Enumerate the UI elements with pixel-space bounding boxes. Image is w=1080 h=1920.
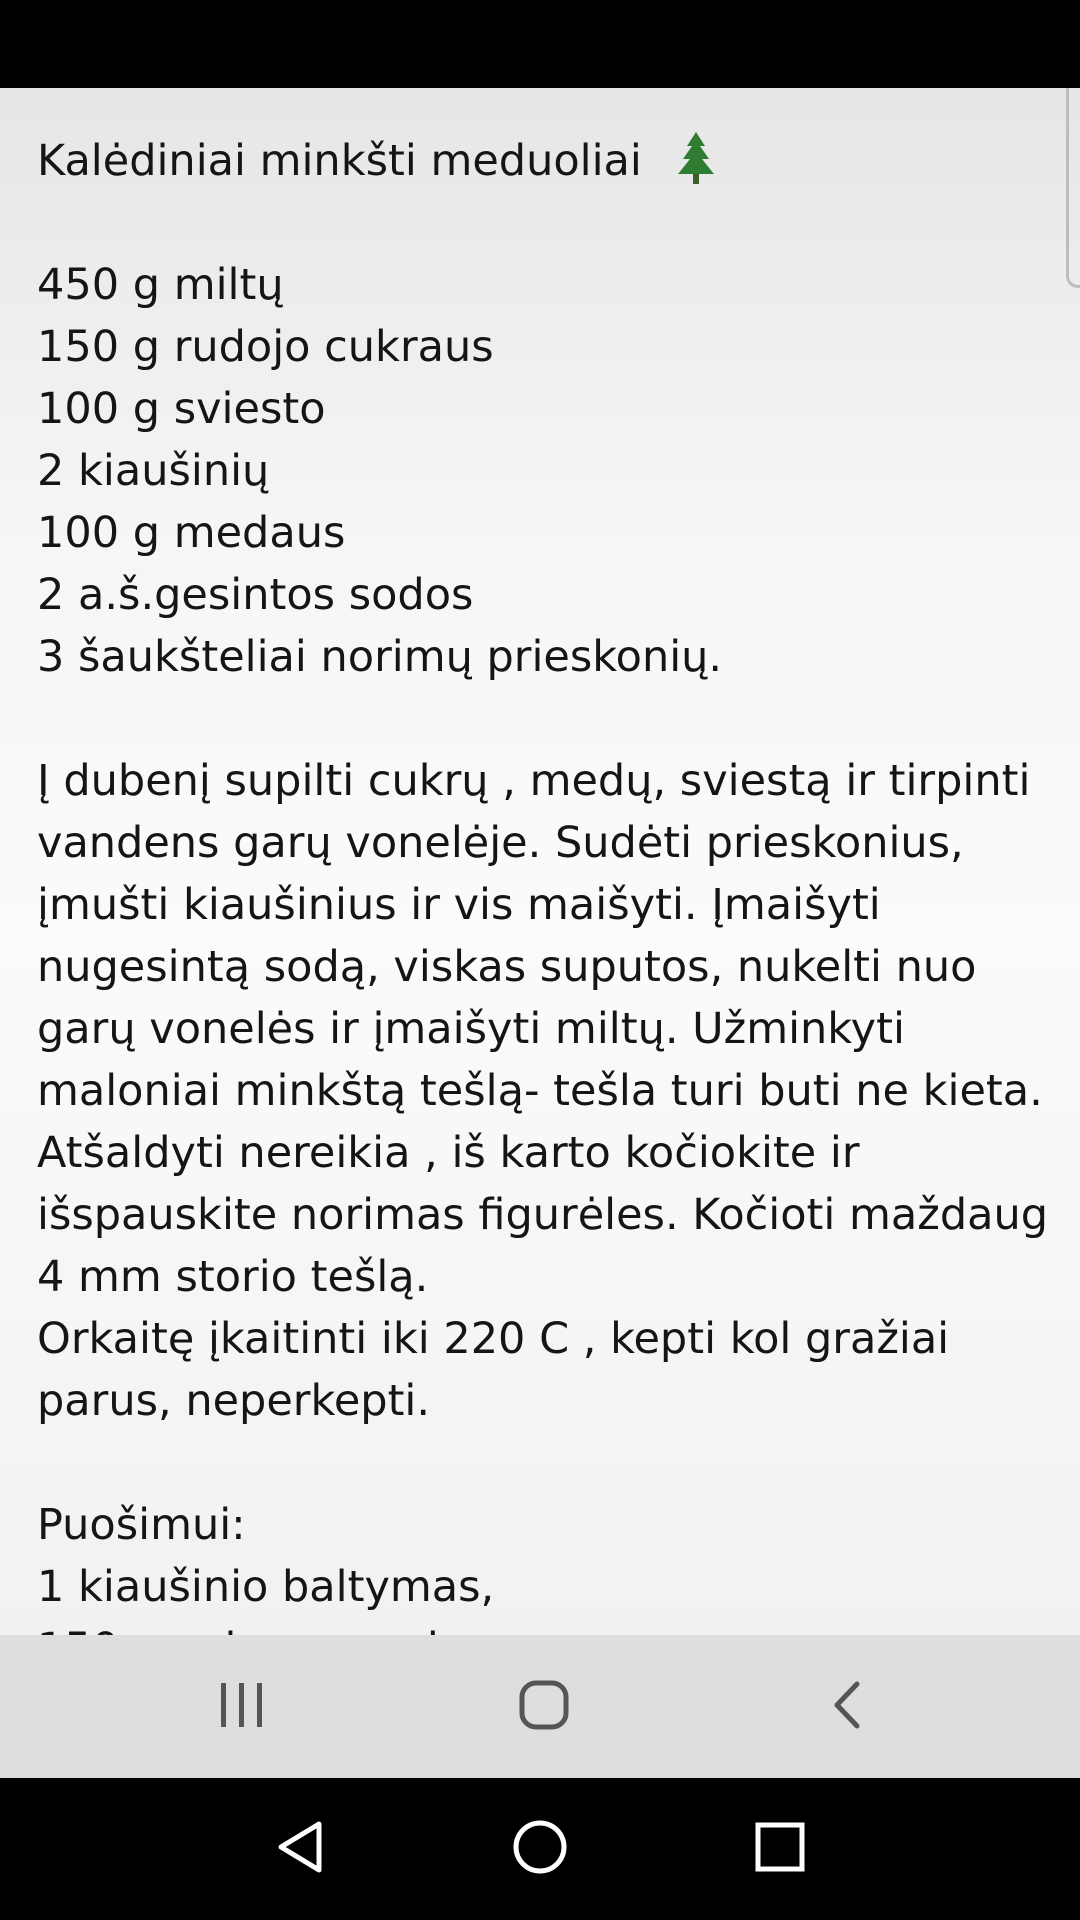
- instruction-line: vandens garų vonelėje. Sudėti prieskonius,: [37, 818, 964, 868]
- app-navigation-bar: [0, 1635, 1080, 1778]
- recipe-text-view[interactable]: [0, 88, 1080, 1635]
- recents-icon: [217, 1683, 267, 1731]
- ingredient-line: 100 g medaus: [37, 508, 346, 558]
- system-navigation-bar: [0, 1778, 1080, 1920]
- ingredient-line: 3 šaukšteliai norimų prieskonių.: [37, 632, 723, 682]
- system-back-button[interactable]: [230, 1778, 370, 1920]
- overview-square-icon: [755, 1822, 805, 1876]
- christmas-tree-icon: [674, 132, 718, 188]
- ingredient-line: 2 a.š.gesintos sodos: [37, 570, 474, 620]
- back-chevron-icon: [829, 1680, 863, 1734]
- instruction-line: Atšaldyti nereikia , iš karto kočiokite ir: [37, 1128, 860, 1178]
- decoration-heading: Puošimui:: [37, 1500, 246, 1550]
- recipe-title: Kalėdiniai minkšti meduoliai: [37, 136, 642, 186]
- instruction-line: parus, neperkepti.: [37, 1376, 431, 1426]
- instruction-line: Į dubenį supilti cukrų , medų, sviestą ir tirpinti: [37, 756, 1031, 806]
- home-circle-icon: [512, 1819, 568, 1879]
- status-bar: [0, 0, 1080, 88]
- spacer: [37, 688, 1057, 750]
- instruction-line: garų vonelės ir įmaišyti miltų. Užminkyti: [37, 1004, 905, 1054]
- ingredient-line: 150 g rudojo cukraus: [37, 322, 494, 372]
- scroll-indicator[interactable]: [1066, 88, 1080, 288]
- recipe-text: [37, 88, 1057, 1680]
- instruction-line: maloniai minkštą tešlą- tešla turi buti ne kieta.: [37, 1066, 1043, 1116]
- instruction-line: išspauskite norimas figurėles. Kočioti maždaug: [37, 1190, 1049, 1240]
- ingredient-line: 450 g miltų: [37, 260, 284, 310]
- back-triangle-icon: [275, 1820, 325, 1878]
- spacer: [37, 1432, 1057, 1494]
- instruction-line: įmušti kiaušinius ir vis maišyti. Įmaišyti: [37, 880, 881, 930]
- system-home-button[interactable]: [470, 1778, 610, 1920]
- instruction-line: nugesintą sodą, viskas suputos, nukelti nuo: [37, 942, 977, 992]
- instruction-line: Orkaitę įkaitinti iki 220 C , kepti kol gražiai: [37, 1314, 950, 1364]
- home-icon: [519, 1680, 569, 1734]
- recipe-title-row: [37, 130, 1057, 192]
- instruction-line: 4 mm storio tešlą.: [37, 1252, 429, 1302]
- home-button[interactable]: [474, 1635, 614, 1778]
- recents-button[interactable]: [172, 1635, 312, 1778]
- back-button[interactable]: [776, 1635, 916, 1778]
- ingredient-line: 100 g sviesto: [37, 384, 326, 434]
- decoration-line: 1 kiaušinio baltymas,: [37, 1562, 495, 1612]
- spacer: [37, 192, 1057, 254]
- system-overview-button[interactable]: [710, 1778, 850, 1920]
- ingredient-line: 2 kiaušinių: [37, 446, 270, 496]
